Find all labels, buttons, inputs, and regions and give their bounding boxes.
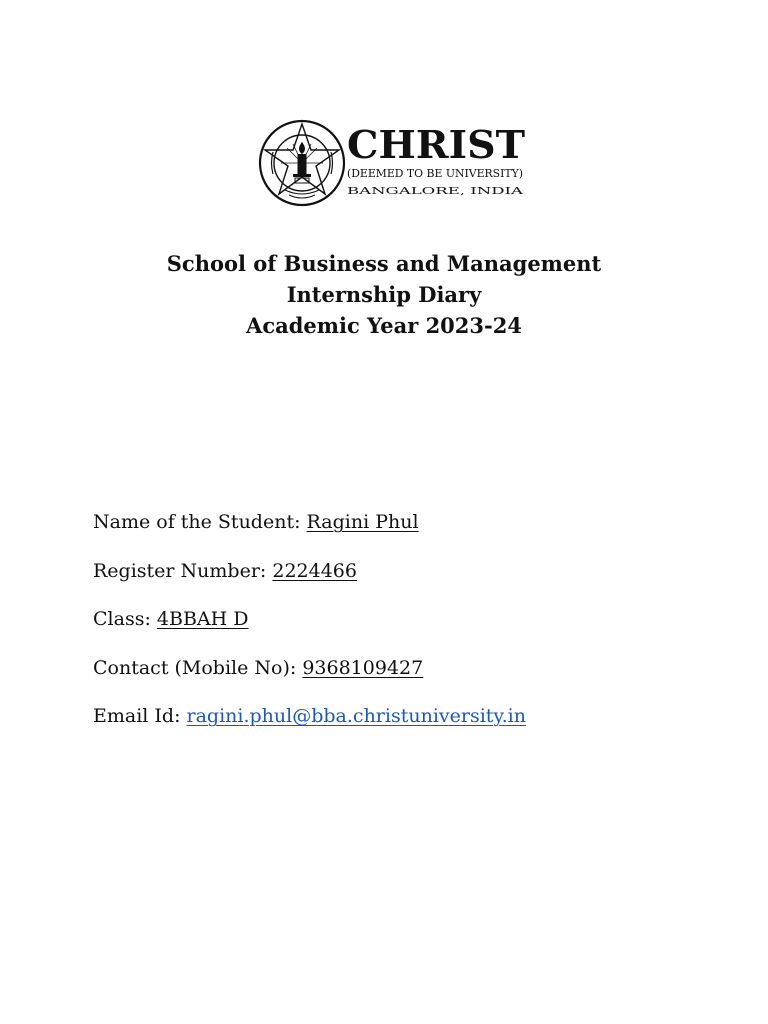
student-details <box>93 508 733 751</box>
university-emblem-icon <box>257 118 347 208</box>
class-row <box>93 605 733 654</box>
student-name-row <box>93 508 733 557</box>
email-link[interactable]: ragini.phul@bba.christuniversity.in <box>186 705 526 727</box>
university-wordmark <box>345 120 531 202</box>
academic-year-heading: Academic Year 2023-24 <box>246 313 522 338</box>
document-title-heading: Internship Diary <box>286 282 482 307</box>
document-headings <box>0 248 768 341</box>
contact-value: 9368109427 <box>302 656 424 679</box>
contact-row <box>93 654 733 703</box>
class-value: 4BBAH D <box>156 608 249 630</box>
student-name-value: Ragini Phul <box>306 511 419 533</box>
logo-location: BANGALORE, INDIA <box>347 186 524 197</box>
class-label: Class: <box>93 608 157 630</box>
register-number-value: 2224466 <box>272 559 357 582</box>
school-name-heading: School of Business and Management <box>166 251 602 276</box>
logo-subtitle: (DEEMED TO BE UNIVERSITY) <box>347 167 523 180</box>
university-logo <box>253 112 537 212</box>
register-number-label: Register Number: <box>93 559 273 582</box>
logo-name: CHRIST <box>347 122 525 167</box>
email-label: Email Id: <box>93 705 187 727</box>
email-row <box>93 702 733 751</box>
register-number-row <box>93 557 733 606</box>
student-name-label: Name of the Student: <box>93 511 307 533</box>
contact-label: Contact (Mobile No): <box>93 656 303 679</box>
